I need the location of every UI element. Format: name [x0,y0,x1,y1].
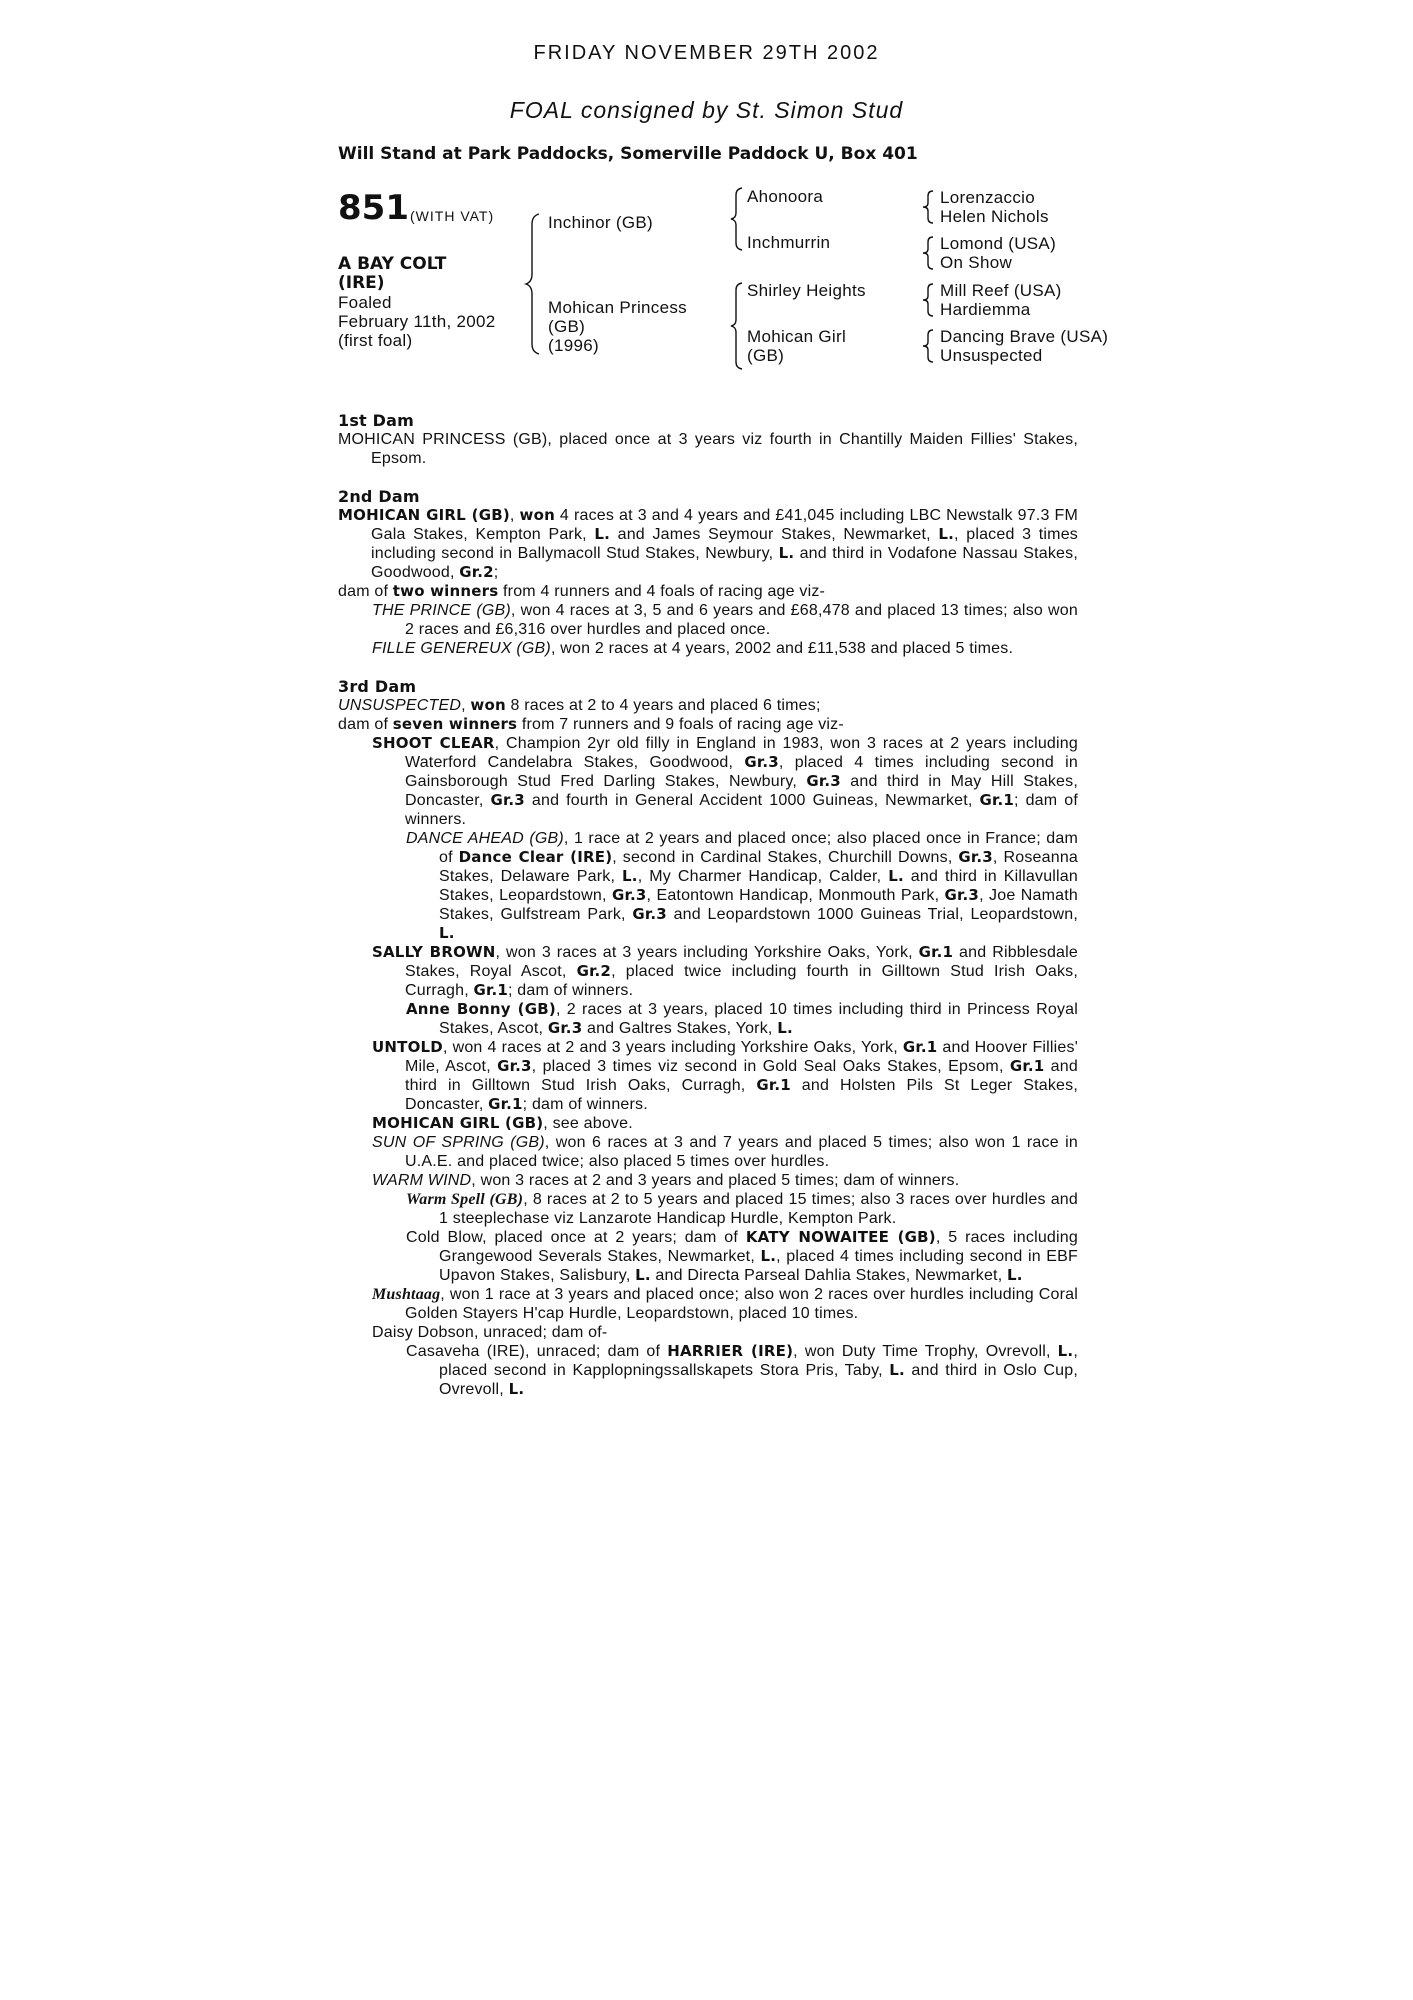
produce-dance-ahead: DANCE AHEAD (GB), 1 race at 2 years and placed once; also placed once in France; dam of Dance Clear (IRE), second in Cardinal Stakes, Churchill Downs, Gr.3, Roseanna Stakes, Delaware Park, L., My Charmer Handicap, Calder, L. and third in Killavullan Stakes, Leopardstown, Gr.3, Eatontown Handicap, Monmouth Park, Gr.3, Joe Namath Stakes, Gulfstream Park, Gr.3 and Leopardstown 1000 Guineas Trial, Leopardstown, L. [406,830,1079,942]
first-dam-heading: 1st Dam [338,411,415,430]
first-foal-note: (first foal) [338,331,413,350]
produce-warm-spell: Warm Spell (GB), 8 races at 2 to 5 years and placed 15 times; also 3 races over hurdles and 1 steeplechase viz Lanzarote Handicap Hurdle, Kempton Park. [406,1191,1078,1227]
produce-sally-brown: SALLY BROWN, won 3 races at 3 years including Yorkshire Oaks, York, Gr.1 and Ribblesdale Stakes, Royal Ascot, Gr.2, placed twice including fourth in Gilltown Stud Irish Oaks, Curragh, Gr.1; dam of winners. [372,943,1079,999]
produce-warm-wind: WARM WIND, won 3 races at 2 and 3 years and placed 5 times; dam of winners. [372,1172,960,1189]
vat-note: (WITH VAT) [410,208,495,224]
produce-shoot-clear: SHOOT CLEAR, Champion 2yr old filly in England in 1983, won 3 races at 2 years including Waterford Candelabra Stakes, Goodwood, Gr.3, placed 4 times including second in Gainsborough Stud Fred Darling Stakes, Newbury, Gr.3 and third in May Hill Stakes, Doncaster, Gr.3 and fourth in General Accident 1000 Guineas, Newmarket, Gr.1; dam of winners. [372,734,1079,828]
grandsire-2: Inchmurrin [747,233,831,252]
ggen-bracket-4 [922,328,936,364]
produce-mushtaag: Mushtaag, won 1 race at 3 years and placed once; also won 2 races over hurdles including Coral Golden Stayers H'cap Hurdle, Leopardstown, placed 10 times. [372,1286,1078,1322]
second-dam-record: MOHICAN GIRL (GB), won 4 races at 3 and 4 years and £41,045 including LBC Newstalk 97.3 FM Gala Stakes, Kempton Park, L. and James Seymour Stakes, Newmarket, L., placed 3 times including second in Ballymacoll Stud Stakes, Newbury, L. and third in Vodafone Nassau Stakes, Goodwood, Gr.2; [338,506,1079,581]
produce-mohican-girl: MOHICAN GIRL (GB), see above. [372,1114,633,1132]
third-dam-heading: 3rd Dam [338,677,417,696]
sire-name: Inchinor (GB) [548,213,653,232]
lot-title-line1: A BAY COLT [338,254,447,274]
sire-parents-bracket [730,186,746,252]
second-dam-name: MOHICAN GIRL (GB) [338,506,510,524]
dam-parents-bracket [730,281,746,371]
produce-sun-of-spring: SUN OF SPRING (GB), won 6 races at 3 and 7 years and placed 5 times; also won 1 race in U.A.E. and placed twice; also placed 5 times over hurdles. [372,1134,1079,1170]
ggen-8: Unsuspected [940,346,1043,365]
ggen-2: Helen Nichols [940,207,1049,226]
ggen-5: Mill Reef (USA) [940,281,1062,300]
foaled-label: Foaled [338,293,392,312]
lot-number: 851 [338,188,409,228]
ggen-bracket-3 [922,282,936,318]
ggen-bracket-2 [922,235,936,271]
produce-the-prince: THE PRINCE (GB), won 4 races at 3, 5 and 6 years and £68,478 and placed 13 times; also won 2 races and £6,316 over hurdles and placed once. [372,602,1078,638]
granddam-4: Mohican Girl [747,327,847,346]
produce-untold: UNTOLD, won 4 races at 2 and 3 years including Yorkshire Oaks, York, Gr.1 and Hoover Fillies' Mile, Ascot, Gr.3, placed 3 times viz second in Gold Seal Oaks Stakes, Epsom, Gr.1 and third in Gilltown Stud Irish Oaks, Curragh, Gr.1 and Holsten Pils St Leger Stakes, Doncaster, Gr.1; dam of winners. [372,1038,1078,1113]
ggen-7: Dancing Brave (USA) [940,327,1109,346]
third-dam-produce-summary: dam of seven winners from 7 runners and 9 foals of racing age viz- [338,715,844,733]
third-dam-record: UNSUSPECTED, won 8 races at 2 to 4 years and placed 6 times; [338,696,821,714]
lot-title-line2: (IRE) [338,273,385,293]
ggen-4: On Show [940,253,1013,272]
ggen-3: Lomond (USA) [940,234,1057,253]
produce-cold-blow: Cold Blow, placed once at 2 years; dam of KATY NOWAITEE (GB), 5 races including Grangewood Severals Stakes, Newmarket, L., placed 4 times including second in EBF Upavon Stakes, Salisbury, L. and Directa Parseal Dahlia Stakes, Newmarket, L. [406,1228,1078,1284]
first-dam-text: MOHICAN PRINCESS (GB), placed once at 3 years viz fourth in Chantilly Maiden Fillies' Stakes, Epsom. [338,431,1078,467]
sire-dam-bracket [525,212,545,357]
sale-date: FRIDAY NOVEMBER 29TH 2002 [533,42,880,64]
second-dam-produce-summary: dam of two winners from 4 runners and 4 foals of racing age viz- [338,582,826,600]
dam-year: (1996) [548,336,599,355]
produce-fille-genereux: FILLE GENEREUX (GB), won 2 races at 4 years, 2002 and £11,538 and placed 5 times. [372,640,1014,657]
dam-name-line1: Mohican Princess [548,298,687,317]
grandsire-1: Ahonoora [747,187,824,206]
foaled-date: February 11th, 2002 [338,312,496,331]
produce-casaveha: Casaveha (IRE), unraced; dam of HARRIER (IRE), won Duty Time Trophy, Ovrevoll, L., placed second in Kapplopningssallskapets Stora Pris, Taby, L. and third in Oslo Cup, Ovrevoll, L. [406,1342,1079,1398]
ggen-bracket-1 [922,189,936,225]
ggen-1: Lorenzaccio [940,188,1035,207]
ggen-6: Hardiemma [940,300,1031,319]
consignor-line: FOAL consigned by St. Simon Stud [509,97,904,123]
produce-anne-bonny: Anne Bonny (GB), 2 races at 3 years, placed 10 times including third in Princess Royal Stakes, Ascot, Gr.3 and Galtres Stakes, York, L. [406,1000,1078,1037]
produce-daisy-dobson: Daisy Dobson, unraced; dam of- [372,1324,608,1341]
granddam-4-country: (GB) [747,346,785,365]
second-dam-heading: 2nd Dam [338,487,420,506]
dam-name-line2: (GB) [548,317,586,336]
stand-location: Will Stand at Park Paddocks, Somerville Paddock U, Box 401 [338,144,918,164]
grandsire-3: Shirley Heights [747,281,866,300]
catalogue-body [338,411,1078,1399]
